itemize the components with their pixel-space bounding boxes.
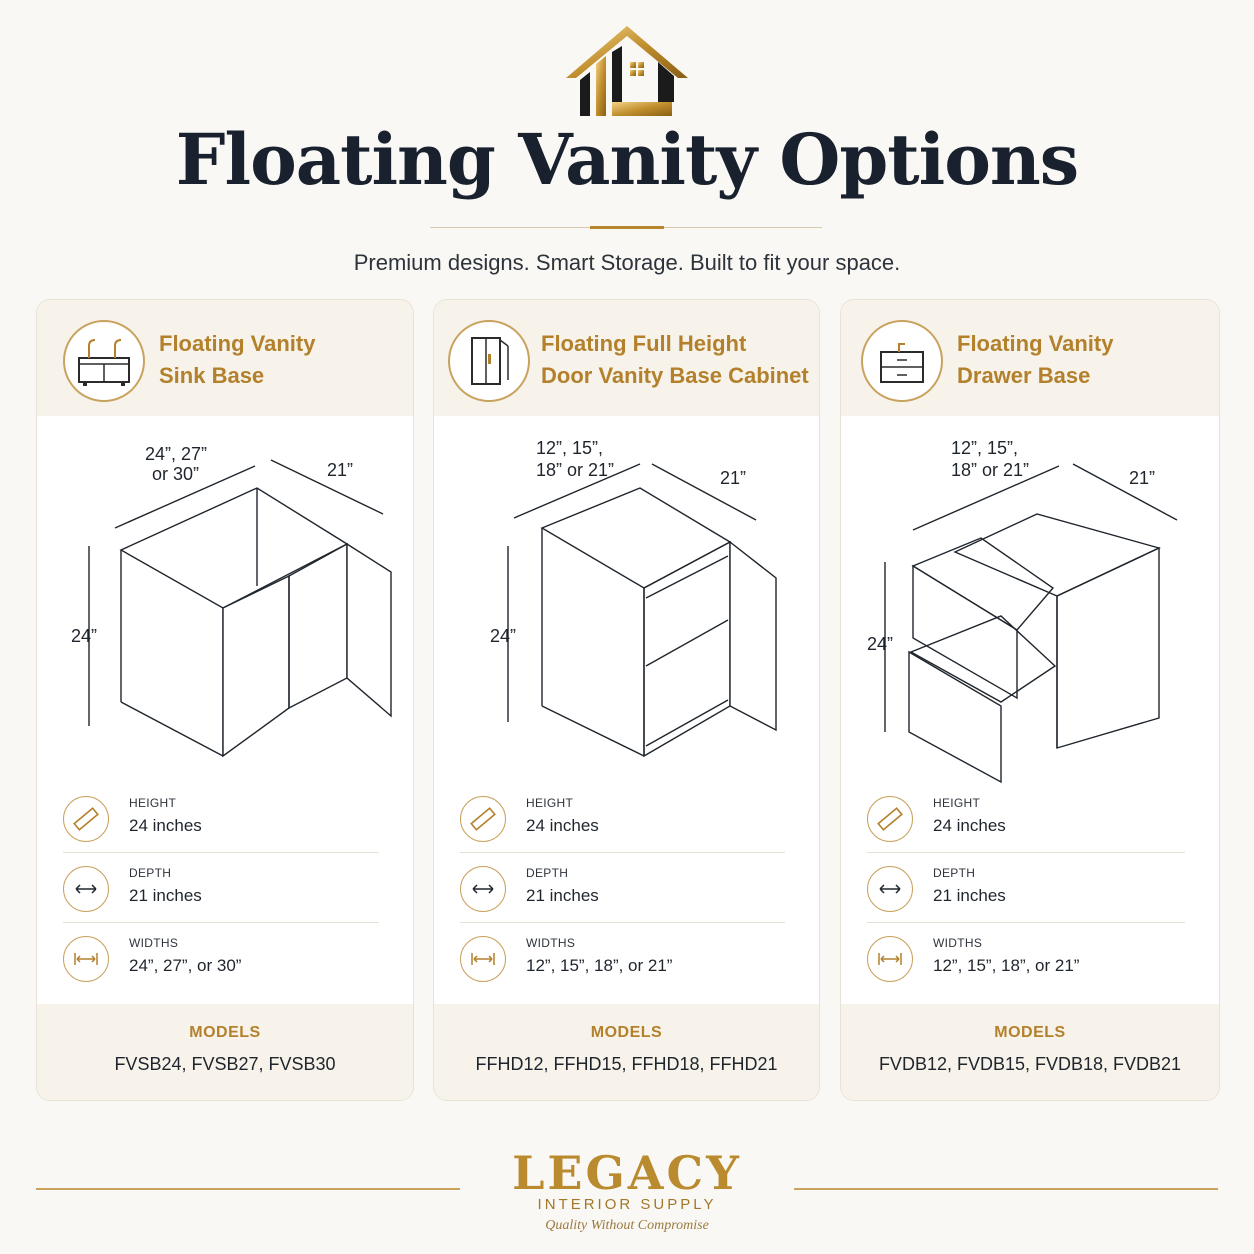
height-dimension: 24” — [490, 626, 517, 646]
divider — [867, 922, 1185, 923]
card-header — [37, 300, 413, 416]
depth-arrows-icon — [63, 866, 109, 912]
card-drawer-base — [840, 299, 1220, 1101]
spec-value: 21 inches — [526, 886, 599, 905]
width-dimension-2: 18” or 21” — [951, 460, 1030, 480]
width-dimension-2: 18” or 21” — [536, 460, 615, 480]
card-title: Floating Full Height Door Vanity Base Cabinet — [541, 331, 809, 388]
height-dimension: 24” — [867, 634, 894, 654]
spec-height — [460, 796, 785, 866]
spec-value: 24”, 27”, or 30” — [129, 956, 242, 975]
spec-height — [63, 796, 379, 866]
card-title: Floating Vanity Sink Base — [159, 331, 316, 388]
full-height-door-drawing — [434, 416, 819, 796]
brand-tagline: Quality Without Compromise — [545, 1218, 709, 1233]
page-title: Floating Vanity Options — [175, 118, 1079, 201]
ruler-icon — [460, 796, 506, 842]
divider — [63, 922, 379, 923]
card-title: Floating Vanity Drawer Base — [957, 331, 1114, 388]
depth-dimension: 21” — [1129, 468, 1156, 488]
models-list: FFHD12, FFHD15, FFHD18, FFHD21 — [475, 1054, 778, 1074]
models-list: FVDB12, FVDB15, FVDB18, FVDB21 — [878, 1054, 1182, 1074]
footer-divider-right — [794, 1188, 1218, 1190]
drawer-base-drawing — [841, 416, 1219, 796]
spec-label: DEPTH — [526, 866, 569, 880]
spec-label: HEIGHT — [526, 796, 574, 810]
height-dimension: 24” — [71, 626, 98, 646]
models-list: FVSB24, FVSB27, FVSB30 — [114, 1054, 336, 1074]
spec-value: 12”, 15”, 18”, or 21” — [526, 956, 673, 975]
spec-value: 21 inches — [129, 886, 202, 905]
spec-label: HEIGHT — [129, 796, 177, 810]
models-label: MODELS — [189, 1024, 261, 1041]
spec-value: 24 inches — [526, 816, 599, 835]
spec-widths — [460, 936, 785, 1006]
width-measure-icon — [63, 936, 109, 982]
spec-height — [867, 796, 1185, 866]
divider — [460, 852, 785, 853]
models-section — [434, 1004, 819, 1100]
models-label: MODELS — [994, 1024, 1066, 1041]
spec-label: WIDTHS — [933, 936, 983, 950]
depth-arrows-icon — [867, 866, 913, 912]
depth-dimension: 21” — [327, 460, 354, 480]
spec-depth — [867, 866, 1185, 936]
width-dimension: 12”, 15”, — [951, 438, 1019, 458]
spec-value: 24 inches — [933, 816, 1006, 835]
tagline: Premium designs. Smart Storage. Built to fit your space. — [353, 250, 901, 275]
card-sink-base — [36, 299, 414, 1101]
spec-label: DEPTH — [933, 866, 976, 880]
brand-logo-text: LEGACY — [512, 1146, 742, 1200]
divider — [63, 852, 379, 853]
divider — [867, 852, 1185, 853]
brand-subtitle: INTERIOR SUPPLY — [537, 1196, 717, 1213]
width-measure-icon — [867, 936, 913, 982]
sink-icon — [63, 320, 145, 402]
spec-depth — [63, 866, 379, 936]
sink-base-drawing — [37, 416, 413, 796]
spec-value: 21 inches — [933, 886, 1006, 905]
card-header — [434, 300, 819, 416]
footer-divider-left — [36, 1188, 460, 1190]
depth-arrows-icon — [460, 866, 506, 912]
drawer-icon — [861, 320, 943, 402]
spec-widths — [63, 936, 379, 1006]
card-full-height-door — [433, 299, 820, 1101]
spec-label: WIDTHS — [129, 936, 179, 950]
spec-value: 24 inches — [129, 816, 202, 835]
ruler-icon — [63, 796, 109, 842]
card-header — [841, 300, 1219, 416]
width-dimension-2: or 30” — [152, 464, 200, 484]
width-dimension: 12”, 15”, — [536, 438, 604, 458]
models-section — [37, 1004, 413, 1100]
depth-dimension: 21” — [720, 468, 747, 488]
width-measure-icon — [460, 936, 506, 982]
models-section — [841, 1004, 1219, 1100]
ruler-icon — [867, 796, 913, 842]
models-label: MODELS — [590, 1024, 663, 1041]
spec-label: DEPTH — [129, 866, 172, 880]
house-logo-icon — [562, 22, 692, 122]
spec-label: WIDTHS — [526, 936, 576, 950]
spec-depth — [460, 866, 785, 936]
title-divider-accent — [590, 226, 664, 229]
divider — [460, 922, 785, 923]
spec-value: 12”, 15”, 18”, or 21” — [933, 956, 1080, 975]
width-dimension: 24”, 27” — [145, 444, 208, 464]
spec-label: HEIGHT — [933, 796, 981, 810]
spec-widths — [867, 936, 1185, 1006]
cabinet-icon — [448, 320, 530, 402]
